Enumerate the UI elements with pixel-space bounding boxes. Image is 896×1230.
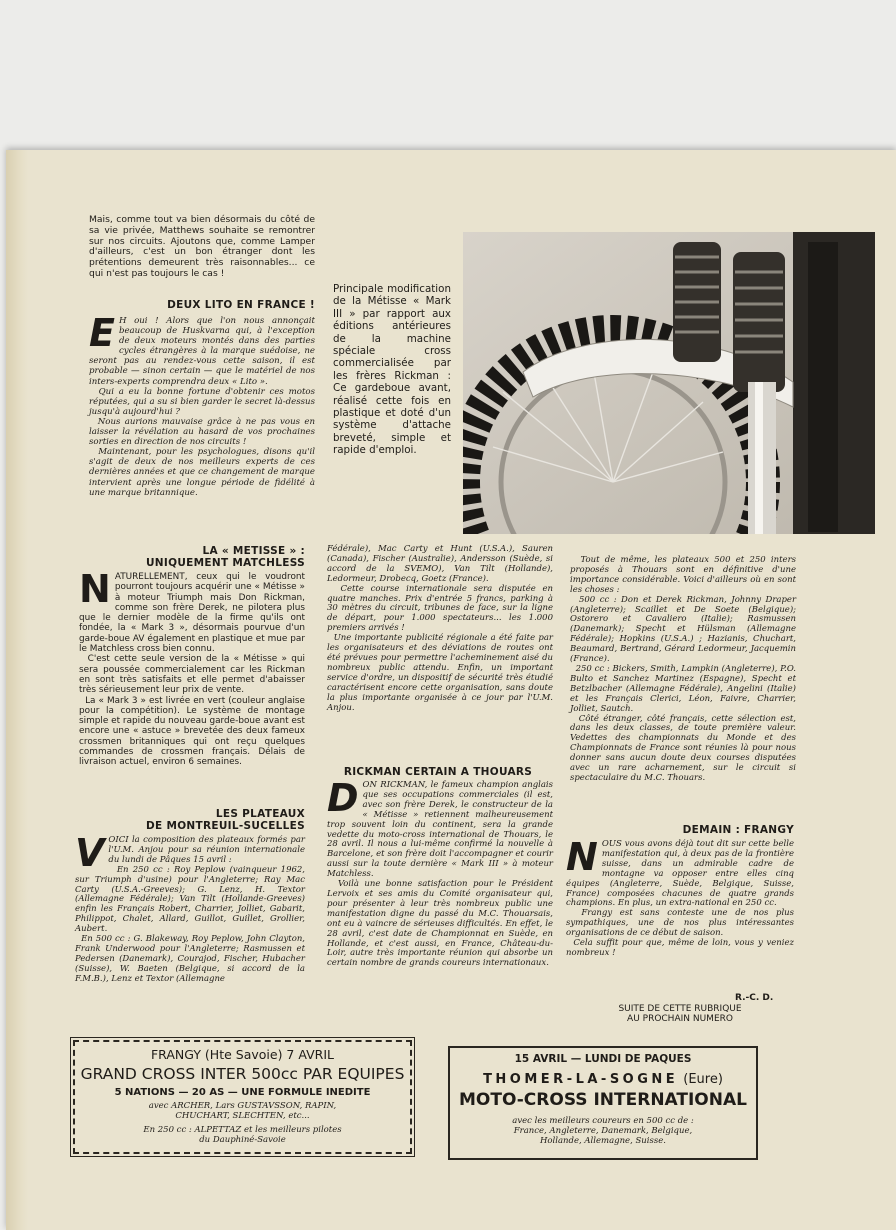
ad2-line-2-wrap: [450, 1068, 756, 1087]
lito-para-3: Nous aurions mauvaise grâce à ne pas vous en laisser la révélation au hasard de vos prochaines sorties en direction de nos circuits !: [89, 416, 315, 448]
thouars-plateaux: [570, 556, 796, 784]
metisse-title-2: UNIQUEMENT MATCHLESS: [145, 557, 305, 569]
metisse-title-1: LA « METISSE » :: [202, 545, 305, 557]
col3-para-4: Côté étranger, côté français, cette sélection est, dans les deux classes, de toute première valeur. Vedettes des championnats du Monde et des Championnats de France sont réunies là pour nous donner sans aucun doute deux courses disputées avec un rare acharnement, sur le circuit si spectaculaire du M.C. Thouars.: [570, 713, 797, 783]
photo-caption: Principale modification de la Métisse « Mark III » par rapport aux éditions antérieures de la machine spéciale cross commercialisée par les frères Rickman : Ce gardeboue avant, réalisé cette fois en plastique et doté d'un système d'attache breveté, simple et rapide d'emploi.: [333, 283, 451, 457]
frangy-drop-cap: N: [566, 835, 598, 879]
intro-paragraph: [89, 215, 315, 280]
frangy-para-3: Cela suffit pour que, même de loin, vous y veniez nombreux !: [566, 938, 794, 958]
metisse-article: [79, 567, 305, 768]
ad2-line-4: avec les meilleurs coureurs en 500 cc de :: [512, 1116, 694, 1126]
metisse-drop-cap: N: [79, 567, 111, 611]
ad2-line-2: THOMER-LA-SOGNE: [483, 1072, 679, 1087]
metisse-para-3: La « Mark 3 » est livrée en vert (couleur anglaise pour la compétition). Le système de montage simple et rapide du nouveau garde-boue avant est encore une « astuce » brevetée des deux fameux crossmen britanniques qui ont reçu quelques commandes de crossmen français. Délais de livraison actuel, environ 6 semaines.: [79, 695, 305, 768]
plateaux-continued: [327, 545, 553, 713]
rickman-para-2: Voilà une bonne satisfaction pour le Président Lervoix et ses amis du Comité organisateur qui, pour présenter à leur très nombreux public une manifestation digne du passé du M.C. Thouarsais, ont eu à vaincre de sérieuses difficultés. En effet, le 28 avril, c'est date de Championnat en Suède, en Hollande, et c'est aussi, en France, Château-du-Loir, autre très importante réunion qui absorbe un certain nombre de grands coureurs internationaux.: [327, 879, 554, 969]
plateaux-title-1: LES PLATEAUX: [215, 808, 305, 820]
lito-drop-cap: E: [89, 311, 115, 355]
lito-para-1: H oui ! Alors que l'on nous annonçait beaucoup de Huskvarna qui, à l'exception de deux moteurs montés dans des parties cycles étrangères à la marque suédoise, ne seront pas au rendez-vous cette saison, il est probable — sinon certain — que le matériel de nos inters-experts comprendra deux « Lito ».: [89, 316, 315, 387]
ad1-line-3: 5 NATIONS — 20 AS — UNE FORMULE INEDITE: [114, 1087, 371, 1098]
ad2-line-2b: (Eure): [683, 1072, 723, 1087]
col2-para-2: Cette course internationale sera disputée en quatre manches. Prix d'entrée 5 francs, parking à 30 mètres du circuit, tribunes de face, sur la ligne de départ, pour 1.000 spectateurs... les 1.000 premiers arrivés !: [327, 583, 553, 634]
ad1-line-6: En 250 cc : ALPETTAZ et les meilleurs pilotes: [143, 1125, 342, 1135]
col3-para-1: Tout de même, les plateaux 500 et 250 inters proposés à Thouars sont en définitive d'une importance considérable. Voici d'ailleurs où en sont les choses :: [570, 555, 796, 595]
rickman-article: [327, 776, 554, 969]
metisse-heading: [89, 545, 305, 569]
rickman-heading: RICKMAN CERTAIN A THOUARS: [343, 766, 533, 778]
col3-para-2: 500 cc : Don et Derek Rickman, Johnny Draper (Angleterre); Scaillet et De Soete (Belgique); Ostorero et Cavaliero (Italie); Rasmussen (Danemark); Specht et Hülsman (Allemagne Fédérale); Hopkins (U.S.A.) ; Hazianis, Chuchart, Beaumard, Bertrand, Gérard Ledormeur, Jacquemin (France).: [570, 594, 797, 665]
frangy-para-2: Frangy est sans conteste une de nos plus sympathiques, une de nos plus intéressantes organisations de ce début de saison.: [566, 908, 794, 939]
plateaux-article: [75, 831, 306, 985]
metisse-para-2: C'est cette seule version de la « Métisse » qui sera poussée commercialement car les Rickman en sont très satisfaits et elle permet d'abaisser très sérieusement leur prix de vente.: [79, 654, 305, 696]
intro-text: Mais, comme tout va bien désormais du côté de sa vie privée, Matthews souhaite se remontrer sur nos circuits. Ajoutons que, comme Lamper d'ailleurs, c'est un bon étranger dont les prétentions demeurent très raisonnables... ce qui n'est pas toujours le cas !: [89, 214, 315, 279]
col2-para-3: Une importante publicité régionale a été faite par les organisateurs et des déviations de routes ont été prévues pour permettre l'acheminement aisé du nombreux public attendu. Enfin, un important service d'ordre, un dispositif de sécurité très étudié caractérisent encore cette organisation, sans doute la plus importante organisée à ce jour par l'U.M. Anjou.: [327, 633, 553, 713]
page-binding-edge: [6, 150, 28, 1230]
signature: R.-C. D.: [735, 993, 774, 1003]
ad2-line-5: France, Angleterre, Danemark, Belgique,: [513, 1126, 693, 1136]
lito-para-4: Maintenant, pour les psychologues, disons qu'il s'agit de deux de nos meilleurs experts de ces dernières années et que ce changement de marque intervient après une longue période de fidélité à une marque britannique.: [89, 447, 315, 498]
lito-para-2: Qui a eu la bonne fortune d'obtenir ces motos réputées, qui a su si bien garder le secret là-dessus jusqu'à aujourd'hui ?: [89, 386, 315, 417]
frangy-heading: DEMAIN : FRANGY: [682, 824, 794, 836]
plateaux-heading: [79, 808, 305, 832]
plateaux-title-2: DE MONTREUIL-SUCELLES: [146, 820, 305, 832]
suite-line-1: SUITE DE CETTE RUBRIQUE: [618, 1004, 742, 1014]
metisse-para-1: ATURELLEMENT, ceux qui le voudront pourront toujours acquérir une « Métisse » à moteur Triumph mais Don Rickman, comme son frère Derek, ne pilotera plus que le dernier modèle de la firme qu'ils ont fondée, la « Mark 3 », désormais pourvue d'un garde-boue AV également en plastique et mue par le Matchless cross bien connu.: [79, 572, 305, 655]
ad1-line-2: GRAND CROSS INTER 500cc PAR EQUIPES: [80, 1065, 405, 1083]
suite-notice: [590, 1004, 770, 1024]
lito-heading: DEUX LITO EN FRANCE !: [167, 299, 315, 311]
ad1-line-5: CHUCHART, SLECHTEN, etc...: [175, 1111, 310, 1121]
ad1-line-1: FRANGY (Hte Savoie) 7 AVRIL: [150, 1047, 334, 1062]
thomer-advertisement: [448, 1046, 758, 1160]
plateaux-para-3: En 500 cc : G. Blakeway, Roy Peplow, John Clayton, Frank Underwood pour l'Angleterre; Rasmussen et Pedersen (Danemark), Courajod, Fischer, Hubacher (Suisse), W. Baeten (Belgique, si accord de la F.M.B.), Lenz et Textor (Allemagne: [75, 934, 306, 984]
frangy-para-1: OUS vous avons déjà tout dit sur cette belle manifestation qui, à deux pas de la frontière suisse, dans un admirable cadre de montagne va opposer entre elles cinq équipes (Angleterre, Suède, Belgique, Suisse, France) composées chacunes de quatre grands champions. En plus, un extra-national en 250 cc.: [566, 839, 794, 909]
plateaux-para-1: OICI la composition des plateaux formés par l'U.M. Anjou pour sa réunion internationale du lundi de Pâques 15 avril :: [108, 835, 305, 865]
suite-line-2: AU PROCHAIN NUMERO: [627, 1014, 733, 1024]
ad2-line-3: MOTO-CROSS INTERNATIONAL: [459, 1090, 747, 1110]
rickman-para-1: ON RICKMAN, le fameux champion anglais que ses occupations commerciales (il est, avec son frère Derek, le constructeur de la « Métisse » retiennent malheureusement trop souvent loin du continent, sera la grande vedette du moto-cross international de Thouars, le 28 avril. Il nous a lui-même confirmé la nouvelle à Barcelone, et son frère doit l'accompagner et courir aussi sur la toute dernière « Mark III » à moteur Matchless.: [327, 780, 553, 880]
col3-para-3: 250 cc : Bickers, Smith, Lampkin (Angleterre), P.O. Bulto et Sanchez Martinez (Espagne), Specht et Betzlbacher (Allemagne Fédérale), Angelini (Italie) et les Français Clerici, Léon, Faivre, Charrier, Jolliet, Sautch.: [570, 663, 797, 714]
ad1-line-4: avec ARCHER, Lars GUSTAVSSON, RAPIN,: [148, 1101, 337, 1111]
ad2-line-1: 15 AVRIL — LUNDI DE PAQUES: [514, 1053, 692, 1065]
frangy-article: [566, 835, 794, 959]
plateaux-para-2: En 250 cc : Roy Peplow (vainqueur 1962, sur Triumph d'usine) pour l'Angleterre; Ray Mac Carty (U.S.A.-Greeves); G. Lenz, H. Textor (Allemagne Fédérale); Van Tilt (Hollande-Greeves) enfin les Français Robert, Charrier, Jolliet, Gabarit, Philippot, Chalet, Allard, Guillot, Guillet, Grollier, Aubert.: [75, 864, 306, 935]
rickman-drop-cap: D: [327, 776, 359, 820]
frangy-advertisement: [73, 1040, 412, 1154]
motorcycle-photo: [463, 232, 875, 534]
plateaux-drop-cap: V: [75, 831, 105, 875]
col2-para-1: Fédérale), Mac Carty et Hunt (U.S.A.), Sauren (Canada), Fischer (Australie), Andersson (Suède, si accord de la SVEMO), Van Tilt (Hollande), Ledormeur, Drobecq, Goetz (France).: [327, 544, 553, 584]
ad2-line-6: Hollande, Allemagne, Suisse.: [540, 1136, 666, 1146]
motorcycle-fork-photo: [463, 232, 875, 534]
ad1-line-7: du Dauphiné-Savoie: [199, 1135, 286, 1145]
lito-article: [89, 311, 315, 498]
